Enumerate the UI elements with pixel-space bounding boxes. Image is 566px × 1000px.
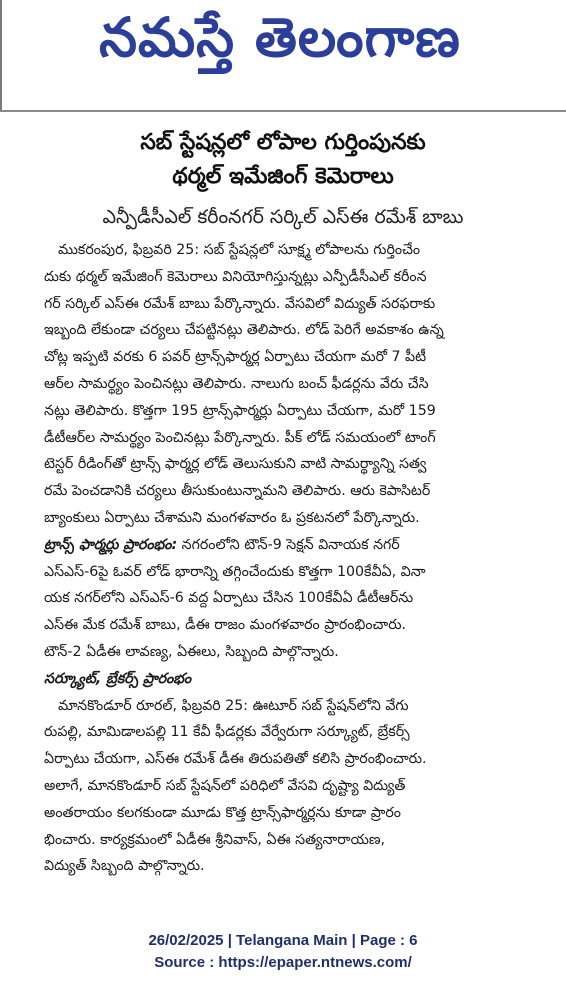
body-line: విద్యుత్ సిబ్బంది పాల్గొన్నారు. bbox=[44, 858, 205, 875]
body-line: యక నగర్‌లోని ఎస్ఎస్-6 వద్ద ఏర్పాటు చేసిన 100కేవీఏ డీటీఆర్‌ను bbox=[44, 590, 414, 607]
body-line: టౌన్-2 ఏడీఈ లావణ్య, ఏఈలు, సిబ్బంది పాల్గొన్నారు. bbox=[44, 643, 339, 660]
body-line: రమే పెంచడానికి చర్యలు తీసుకుంటున్నామని తెలిపారు. ఆరు కెపాసిటర్ bbox=[44, 483, 431, 500]
body-line: గర్ సర్కిల్ ఎస్ఈ రమేశ్ బాబు పేర్కొన్నారు. వేసవిలో విద్యుత్ సరఫరాకు bbox=[44, 295, 436, 312]
body-line: చోట్ల ఇప్పటి వరకు 6 పవర్ ట్రాన్స్‌ఫార్మర్ల ఏర్పాటు చేయగా మరో 7 పీటీ bbox=[44, 349, 427, 366]
body-line: భించారు. కార్యక్రమంలో ఏడీఈ శ్రీనివాస్, ఏఈ సత్యనారాయణ, bbox=[44, 831, 386, 848]
body-line: ఇబ్బంది లేకుండా చర్యలు చేపట్టినట్లు తెలిపారు. లోడ్ పెరిగే అవకాశం ఉన్న bbox=[44, 322, 444, 339]
body-line: టెస్టర్ రీడింగ్‌తో ట్రాన్స్ ఫార్మర్ల లోడ్ తెలుసుకుని వాటి సామర్థ్యాన్ని సత్వ bbox=[44, 456, 427, 473]
body-line: ముకరంపుర, ఫిబ్రవరి 25: సబ్ స్టేషన్లలో సూక్ష్మ లోపాలను గుర్తించేం bbox=[58, 242, 421, 258]
body-line: దుకు థర్మల్ ఇమేజింగ్ కెమెరాలు వినియోగిస్తున్నట్లు ఎన్పీడీసీఎల్ కరీంన bbox=[44, 268, 427, 285]
body-line: ఏర్పాటు చేయగా, ఎస్ఈ రమేశ్ డీఈ తిరుపతితో కలిసి ప్రారంభించారు. bbox=[44, 751, 427, 768]
section-heading-transformers: ట్రాన్స్ ఫార్మర్లు ప్రారంభం: bbox=[44, 536, 178, 553]
body-line: మానకొండూర్ రూరల్, ఫిబ్రవరి 25: ఊటూర్ సబ్ స్టేషన్‌లోని వేగు bbox=[58, 697, 409, 714]
body-line: అంతరాయం కలగకుండా మూడు కొత్త ట్రాన్స్‌ఫార్మర్లను కూడా ప్రారం bbox=[44, 804, 401, 821]
section-heading-breakers: సర్క్యూట్, బ్రేకర్స్ ప్రారంభం bbox=[44, 670, 192, 687]
footer bbox=[0, 930, 566, 974]
masthead bbox=[0, 0, 566, 112]
section-first-line bbox=[44, 532, 530, 559]
body-line: ఎస్ఈ మేక రమేశ్ బాబు, డీఈ రాజం మంగళవారం ప్రారంభించారు. bbox=[44, 617, 407, 634]
footer-source-link[interactable]: Source : https://epaper.ntnews.com/ bbox=[154, 954, 412, 971]
body-line: ఆర్‌ల సామర్థ్యం పెంచినట్లు తెలిపారు. నాలుగు బంచ్ ఫీడర్లను వేరు చేసి bbox=[44, 375, 429, 392]
article bbox=[0, 112, 566, 912]
body-line: ఎస్ఎస్-6పై ఓవర్ లోడ్ భారాన్ని తగ్గించేందుకు కొత్తగా 100కేవీఏ, వినా bbox=[44, 563, 426, 580]
body-line: అలాగే, మానకొండూర్ సబ్ స్టేషన్‌లో పరిధిలో వేసవి దృష్ట్యా విద్యుత్ bbox=[44, 777, 406, 794]
section-text: నగరంలోని టౌన్-9 సెక్షన్ వినాయక నగర్ bbox=[177, 536, 400, 553]
body-line: డీటీఆర్‌ల సామర్థ్యం పెంచినట్లు పేర్కొన్నారు. పీక్ లోడ్ సమయంలో టాంగ్ bbox=[44, 429, 436, 446]
body-line: బ్యాంకులు ఏర్పాటు చేశామని మంగళవారం ఓ ప్రకటనలో పేర్కొన్నారు. bbox=[44, 509, 420, 526]
body-line: రుపల్లి, మామిడాలపల్లి 11 కేవీ ఫీడర్లకు వేర్వేరుగా సర్క్యూట్, బ్రేకర్స్ bbox=[44, 724, 410, 741]
footer-edition-info: 26/02/2025 | Telangana Main | Page : 6 bbox=[148, 932, 418, 949]
masthead-left-rule bbox=[0, 0, 2, 112]
headline bbox=[40, 126, 526, 194]
body-line: నట్లు తెలిపారు. కొత్తగా 195 ట్రాన్స్‌ఫార్మర్లు ఏర్పాటు చేయగా, మరో 159 bbox=[44, 402, 436, 419]
subheadline: ఎన్పీడీసీఎల్ కరీంనగర్ సర్కిల్ ఎస్ఈ రమేశ్ బాబు bbox=[102, 206, 464, 228]
headline-line: థర్మల్ ఇమేజింగ్ కెమెరాలు bbox=[172, 164, 394, 189]
article-body bbox=[44, 237, 530, 880]
headline-line: సబ్ స్టేషన్లలో లోపాల గుర్తింపునకు bbox=[140, 130, 426, 155]
newspaper-logo: నమస్తే తెలంగాణ bbox=[99, 5, 461, 69]
